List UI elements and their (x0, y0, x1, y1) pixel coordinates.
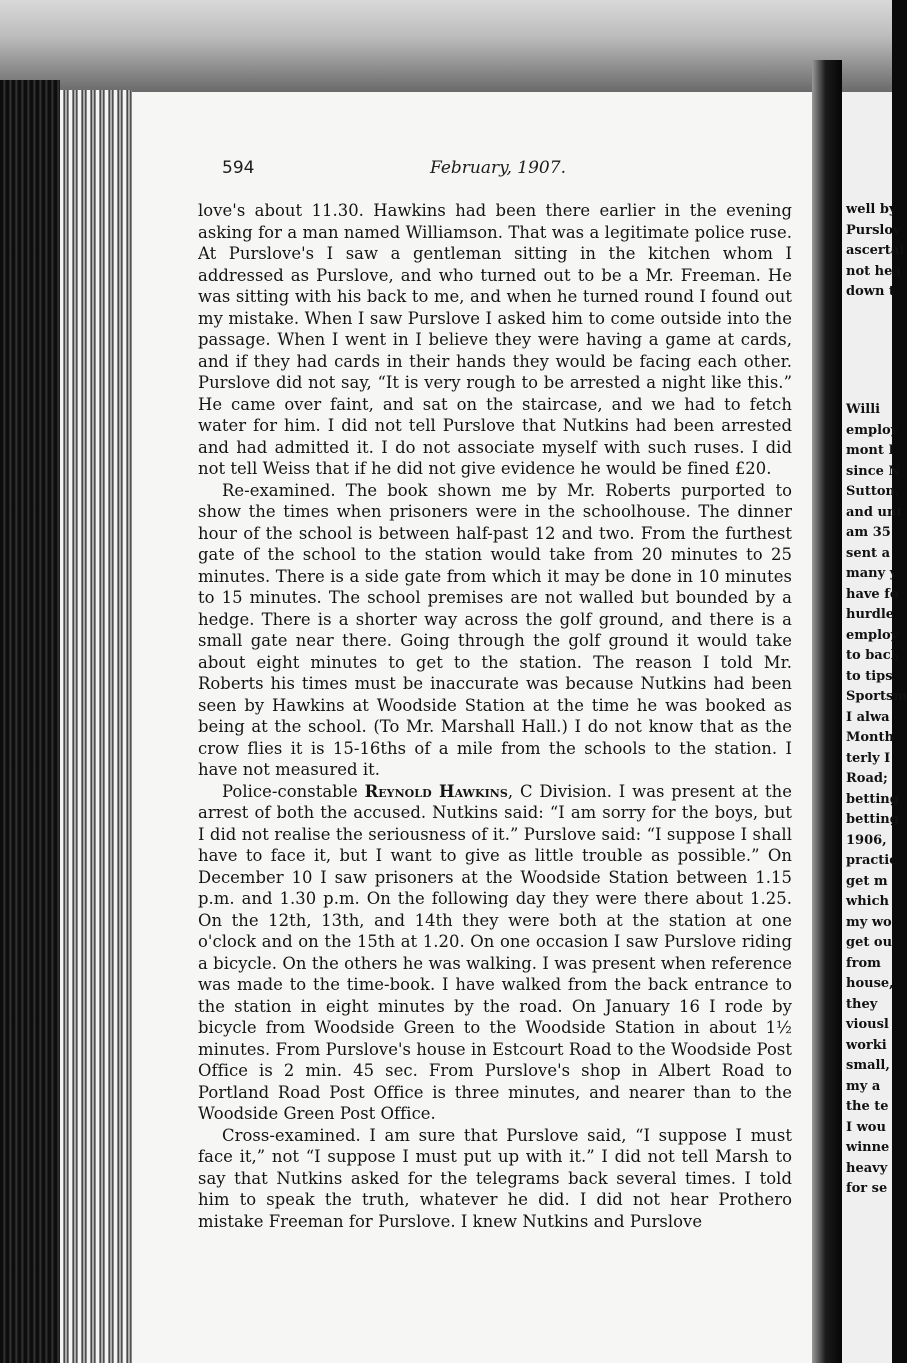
facing-page-line: Purslov (846, 222, 901, 238)
facing-page-line: Sutton, (846, 484, 900, 499)
facing-page-line: am 35 (846, 525, 891, 540)
witness-name: Reynold Hawkins (364, 781, 508, 801)
facing-page-line: employ (846, 627, 899, 643)
facing-page-line: Sportsm (846, 689, 907, 704)
paragraph-text: , C Division. I was present at the arrest of both the accused. Nutkins said: “I am sorry for the boys, but I did not realise the seriousness of it.” Purslove said: “I suppose I shall have to face it, but I want to give as little trouble as possible.” On December 10 I saw prisoners at the Woodside Station between 1.15 p.m. and 1.30 p.m. On the following day they were there about 1.25. On the 12th, 13th, and 14th they were both at the station at one o'clock and on the 15th at 1.20. On one occasion I saw Purslove riding a bicycle. On the others he was walking. I was present when reference was made to the time-book. I have walked from the back entrance to the station in eight minutes by the road. On January 16 I rode by bicycle from Woodside Green to the Woodside Station in about 1½ minutes. From Purslove's house in Estcourt Road to the Woodside Post Office is 2 min. 45 sec. From Purslove's shop in Albert Road to Portland Road Post Office is three minutes, and nearer than to the Woodside Green Post Office. (198, 781, 792, 1123)
paragraph-text: Police-constable (222, 781, 365, 801)
facing-page-line: not hea (846, 263, 901, 279)
facing-page-line: many y (846, 566, 898, 581)
facing-page-line: practic (846, 853, 898, 868)
facing-page-line: since N (846, 463, 901, 479)
book-spine (0, 80, 60, 1363)
facing-page-line: worki (846, 1037, 887, 1053)
facing-page-line: hurdle (846, 607, 895, 622)
facing-page-line: mont I (846, 443, 895, 458)
body-text (198, 200, 792, 1232)
facing-page-line: employ (846, 422, 899, 438)
facing-page-line: house, (846, 976, 894, 991)
facing-page-line: to tips (846, 668, 893, 684)
facing-page-line: heavy (846, 1160, 888, 1176)
facing-page-line: well by (846, 202, 897, 217)
facing-page-top-fragments (842, 200, 904, 303)
facing-page-line: which (846, 894, 889, 909)
facing-page-middle-fragments (842, 400, 907, 1200)
facing-page-line: ascertai (846, 243, 905, 258)
facing-page-line: they (846, 996, 878, 1012)
paragraph (198, 1125, 792, 1233)
facing-page-line: have fo (846, 586, 899, 602)
facing-page-line: to back (846, 648, 900, 663)
facing-page-line: winne (846, 1140, 890, 1155)
facing-page-line: my a (846, 1078, 881, 1094)
book-gutter (812, 60, 842, 1363)
facing-page-line: Willi (846, 402, 881, 417)
facing-page-line: from (846, 955, 881, 971)
facing-page-line: my wo (846, 914, 892, 930)
page-number: 594 (222, 158, 255, 178)
page-edges (60, 90, 132, 1363)
facing-page-line: I wou (846, 1119, 886, 1135)
facing-page-line: down t (846, 284, 895, 299)
facing-page-line: get ou (846, 935, 893, 950)
paragraph (198, 781, 792, 1125)
facing-page-line: I alwa (846, 709, 890, 725)
scanner-top-band (0, 0, 892, 92)
facing-page-line: sent a (846, 545, 890, 561)
facing-page-line: Month (846, 730, 894, 745)
facing-page-line: get m (846, 873, 888, 889)
page-header (222, 158, 792, 188)
facing-page-line: terly I (846, 750, 891, 766)
running-title: February, 1907. (430, 158, 566, 178)
facing-page-line: betting (846, 791, 899, 807)
facing-page-line: small, (846, 1058, 890, 1073)
facing-page-line: Road; (846, 771, 888, 786)
paragraph-text: love's about 11.30. Hawkins had been there earlier in the evening asking for a man named Williamson. That was a legitimate police ruse. At Purslove's I saw a gentleman sitting in the kitchen whom I addressed as Purslove, and who turned out to be a Mr. Freeman. He was sitting with his back to me, and when he turned round I found out my mistake. When I saw Purslove I asked him to come outside into the passage. When I went in I believe they were having a game at cards, and if they had cards in their hands they would be facing each other. Purslove did not say, “It is very rough to be arrested a night like this.” He came over faint, and sat on the staircase, and we had to fetch water for him. I did not tell Purslove that Nutkins had been arrested and had admitted it. I do not associate myself with such ruses. I did not tell Weiss that if he did not give evidence he would be fined £20. (198, 201, 792, 478)
paragraph-text: Re-examined. The book shown me by Mr. Roberts purported to show the times when prisoners were in the schoolhouse. The dinner hour of the school is between half-past 12 and two. From the furthest gate of the school to the station would take from 20 minutes to 25 minutes. There is a side gate from which it may be done in 10 minutes to 15 minutes. The school premises are not walled but bounded by a hedge. There is a shorter way across the golf ground, and there is a small gate near there. Going through the golf ground it would take about eight minutes to get to the station. The reason I told Mr. Roberts his times must be inaccurate was because Nutkins had been seen by Hawkins at Woodside Station at the time he was booked as being at the school. (To Mr. Marshall Hall.) I do not know that as the crow flies it is 15-16ths of a mile from the schools to the station. I have not measured it. (198, 480, 792, 779)
facing-page-line: betting (846, 812, 899, 827)
facing-page (842, 92, 907, 1363)
facing-page-line: viousl (846, 1017, 889, 1032)
paragraph (198, 480, 792, 781)
facing-page-line: and unt (846, 504, 903, 520)
paragraph-text: Cross-examined. I am sure that Purslove said, “I suppose I must face it,” not “I suppose I must put up with it.” I did not tell Marsh to say that Nutkins asked for the telegrams back several times. I told him to speak the truth, whatever he did. I did not hear Prothero mistake Freeman for Purslove. I knew Nutkins and Purslove (198, 1125, 792, 1231)
paragraph (198, 200, 792, 480)
facing-page-line: for se (846, 1181, 888, 1196)
facing-page-line: 1906, (846, 832, 887, 848)
facing-page-line: the te (846, 1099, 889, 1114)
